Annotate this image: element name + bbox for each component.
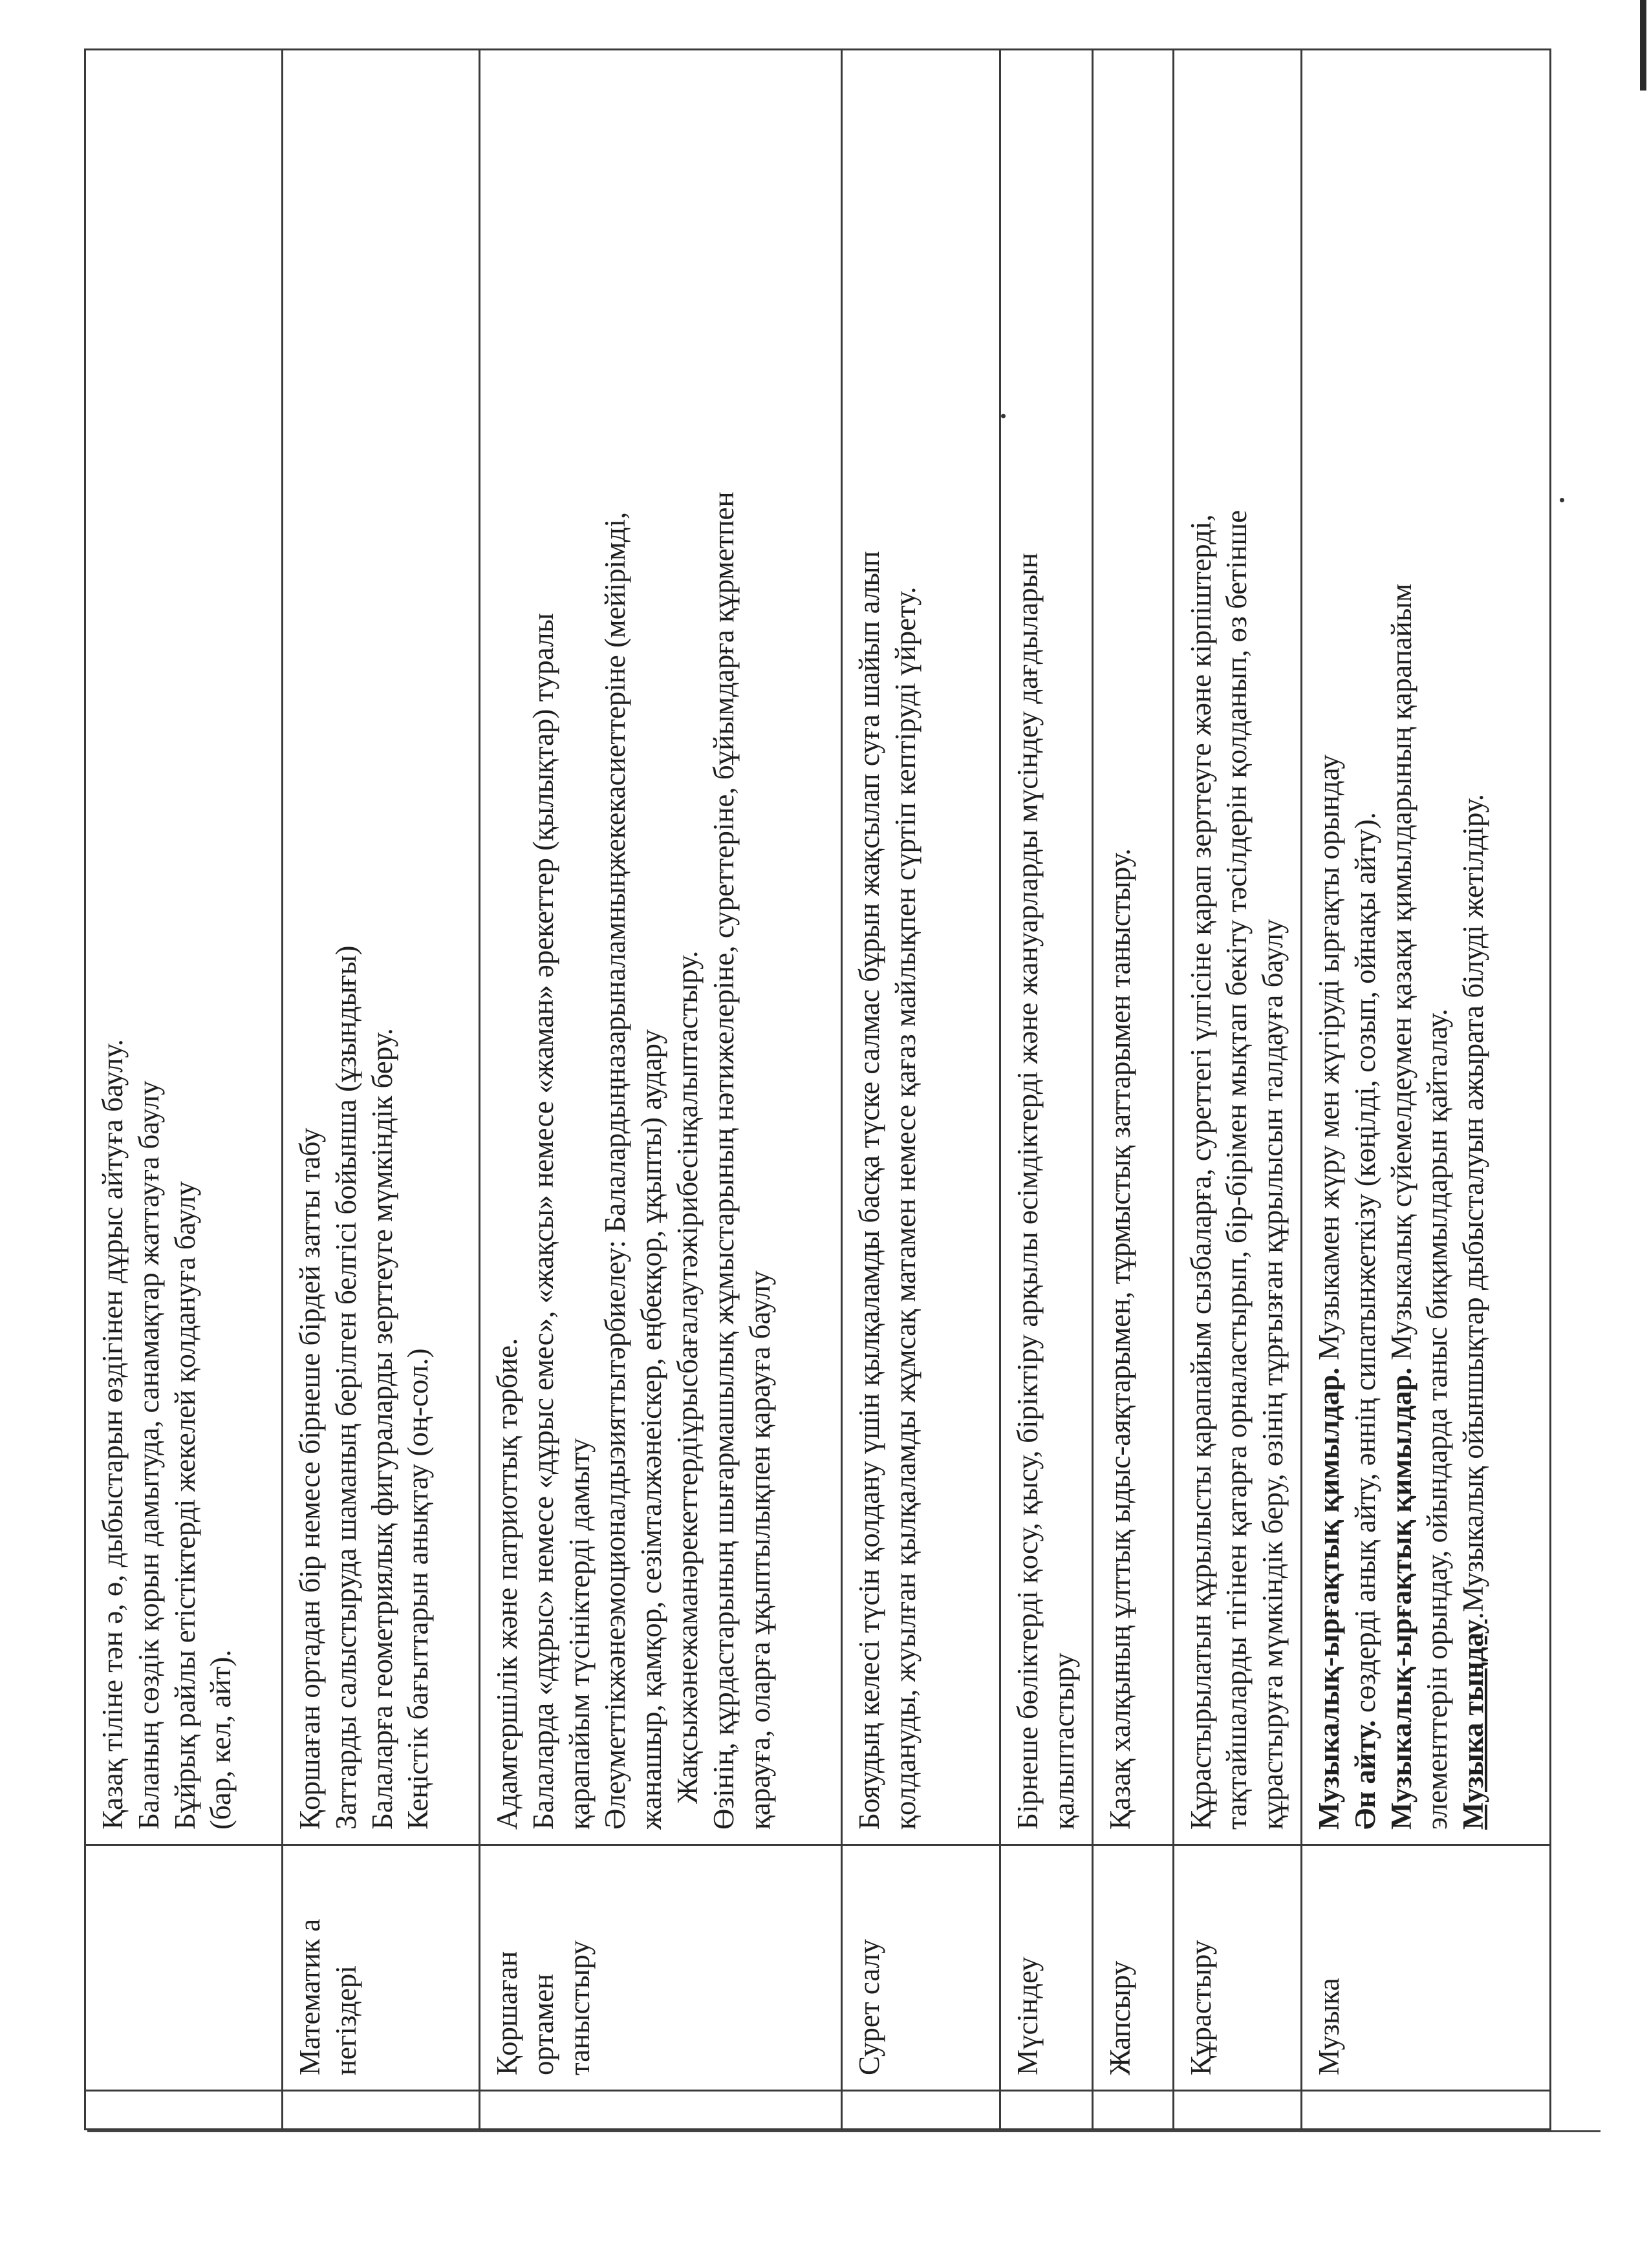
rotated-page [84, 48, 1539, 2130]
curriculum-table [84, 48, 1551, 2130]
content-line: қарапайым түсініктерді дамыту [563, 1438, 596, 1830]
music-line [1348, 65, 1384, 1830]
content-cell [85, 50, 283, 1845]
scan-table-extension-line [87, 2130, 1600, 2132]
music-line: элементтерін орындау, ойындарда таныс биқимылдарын қайталау. [1421, 1009, 1454, 1830]
table-row-environment [480, 50, 842, 2130]
empty-cell [480, 2091, 842, 2130]
table-row-applique [1092, 50, 1173, 2130]
subject-cell: Құрастыру [1173, 1845, 1301, 2091]
content-line: Қазақ халқының ұлттық ыдыс-аяқтарымен, тұрмыстық заттарымен таныстыру. [1103, 848, 1136, 1830]
table-row-music [1301, 50, 1550, 2130]
content-line: Қазақ тіліне тән ә, ө, дыбыстарын өздігінен дұрыс айтуға баулу. [96, 1039, 129, 1830]
music-line [1456, 65, 1492, 1830]
music-text: сөздерді анық айту, әннің сипатынжеткізу (көңілді, созып, ойнақы айту). [1348, 812, 1381, 1720]
table-row-kazakh-language [85, 50, 283, 2130]
content-line: Бояудың келесі түсін қолдану үшін қылқаламды басқа түске салмас бұрын жақсылап суға шайып алып [853, 551, 885, 1830]
content-cell [480, 50, 842, 1845]
music-text: .Музыкалық ойыншықтар дыбысталуын ажырата білуді жетілдіру. [1457, 793, 1490, 1620]
music-line [1384, 65, 1420, 1830]
content-cell [842, 50, 1000, 1845]
empty-cell [1173, 2091, 1301, 2130]
empty-cell [1092, 2091, 1173, 2130]
content-line: Балаларда «дұрыс» немесе «дұрыс емес», «жақсы» немесе «жаман» әрекеттер (қылықтар) туралы [526, 613, 559, 1830]
content-cell [1173, 50, 1301, 1845]
content-line: құрастыруға мүмкіндік беру, өзінің тұрғызған құрылысын талдауға баулу [1256, 919, 1289, 1830]
empty-cell [1301, 2091, 1550, 2130]
content-line: Адамгершілік және патриоттық тәрбие. [491, 1338, 523, 1830]
content-line: Өзінің, құрдастарының шығармашылық жұмыстарының нәтижелеріне, суреттеріне, бұйымдарға құрметпен [707, 491, 740, 1830]
content-cell [1301, 50, 1550, 1845]
subject-cell: Жапсыру [1092, 1845, 1173, 2091]
empty-cell [85, 2091, 283, 2130]
table-row-construction [1173, 50, 1301, 2130]
music-text: Музыкамен жүру мен жүгіруді ырғақты орындау [1312, 754, 1345, 1368]
music-heading: Ән айту. [1348, 1720, 1381, 1830]
empty-cell [1000, 2091, 1093, 2130]
content-line: жанашыр, қамқор, сезімталжәнеіскер, еңбекқор, ұқыпты) аудару [635, 1029, 668, 1830]
music-heading: Музыкалық-ырғақтық қимылдар. [1312, 1367, 1345, 1830]
table-row-mathematics [283, 50, 480, 2130]
content-line: Қоршаған ортадан бір немесе бірнеше бірдей затты табу [294, 1128, 326, 1830]
content-line: тақтайшаларды тігінен қатарға орналастырып, бір-бірімен мықтап бекіту тәсілдерін қолданып, өз бетінше [1220, 509, 1253, 1830]
empty-cell [283, 2091, 480, 2130]
content-line: қолдануды, жуылған қылқаламды жұмсақ матамен немесе қағаз майлықпен сүртіп кептіруді үйрету. [889, 586, 921, 1830]
empty-cell [842, 2091, 1000, 2130]
scan-dot [1560, 498, 1564, 502]
content-line: Балаларға геометриялық фигураларды зерттеуге мүмкіндік беру. [365, 1028, 398, 1830]
content-line: Құрастырылатын құрылысты қарапайым сызбаларға, суреттегі үлгісіне қарап зерттеуге және кірпіштерді, [1184, 514, 1217, 1830]
content-line: Кеңістік бағыттарын анықтау (оң-сол.) [402, 1348, 435, 1830]
content-line: Бірнеше бөліктерді қосу, қысу, біріктіру арқылы өсімдіктерді және жануарларды мүсіндеу дағдыларын [1011, 553, 1044, 1830]
content-line: қарауға, оларға ұқыптылықпен қарауға баулу [743, 1270, 776, 1830]
music-heading: Музыка тыңдау [1457, 1619, 1490, 1830]
content-line: Бұйрық райлы етістіктерді жекелей қолдануға баулу [168, 1181, 201, 1830]
content-line: Жақсыжәнежаманәрекеттердіұрысбағалаутәжірибесінқалыптастыру. [671, 950, 704, 1804]
music-heading: Музыкалық-ырғақтық қимылдар. [1385, 1367, 1417, 1830]
subject-cell: Сурет салу [842, 1845, 1000, 2091]
table-row-drawing [842, 50, 1000, 2130]
scan-edge-mark [1640, 0, 1646, 91]
content-line: қалыптастыру [1047, 1653, 1080, 1830]
subject-cell: Мүсіндеу [1000, 1845, 1093, 2091]
table-row-modeling [1000, 50, 1093, 2130]
content-line: Баланың сөздік қорын дамытуда, санамақтар жаттауға баулу [132, 1080, 165, 1830]
music-text: Музыкалық сүйемелдеумен қазақи қимылдарының қарапайым [1385, 583, 1417, 1368]
content-line: Әлеуметтікжәнеэмоционалдыэияттытәрбиелеу: Балалардыңназарыналамныңжекекасиеттеріне (мейірімді, [599, 511, 632, 1830]
subject-cell: Қоршаған ортамен таныстыру [480, 1845, 842, 2091]
subject-cell [85, 1845, 283, 2091]
content-cell [1092, 50, 1173, 1845]
subject-cell: Математик а негіздері [283, 1845, 480, 2091]
content-line: (бар, кел, айт). [204, 1649, 237, 1830]
content-cell [283, 50, 480, 1845]
subject-cell: Музыка [1301, 1845, 1550, 2091]
content-cell [1000, 50, 1093, 1845]
music-line [1311, 65, 1348, 1830]
content-line: Заттарды салыстыруда шаманың берілген белгісі бойынша (ұзындығы) [329, 945, 362, 1830]
